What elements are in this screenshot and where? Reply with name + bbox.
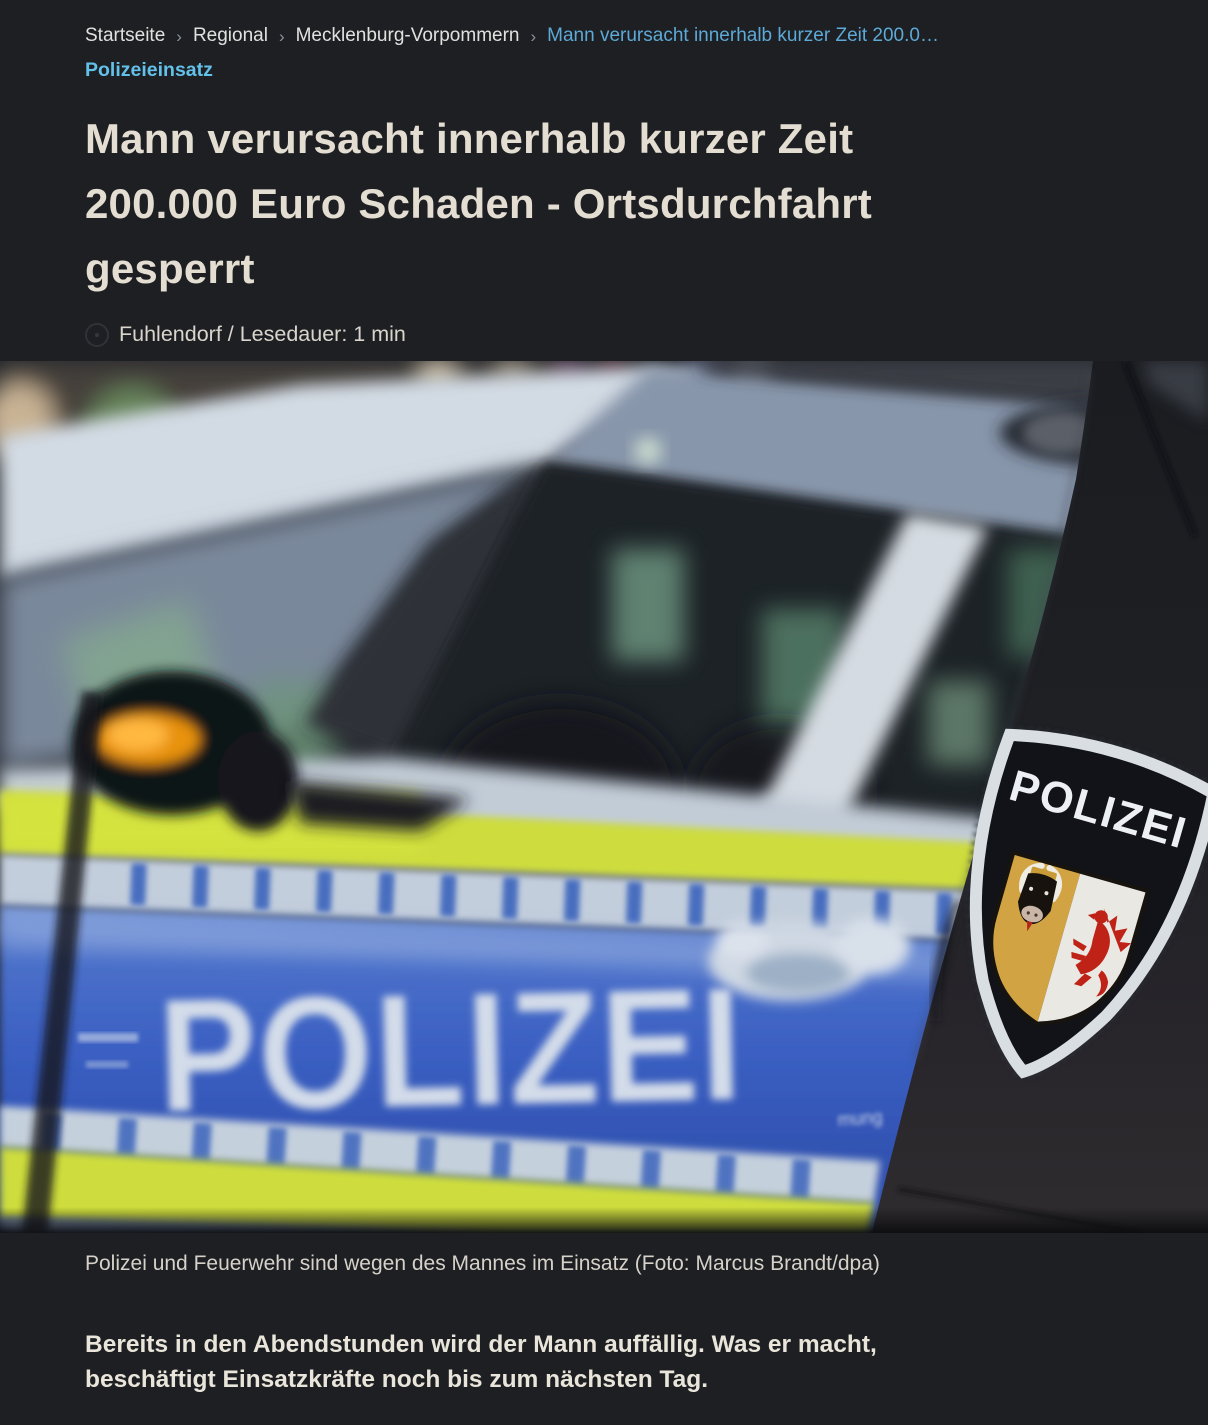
article-header bbox=[0, 0, 1208, 347]
breadcrumb bbox=[85, 0, 1120, 47]
patch-polizei-text: POLIZEI bbox=[1004, 761, 1196, 860]
byline-text: Fuhlendorf / Lesedauer: 1 min bbox=[119, 322, 406, 346]
lead-paragraph: Bereits in den Abendstunden wird der Mann auffällig. Was er macht, beschäftigt Einsatzkräfte noch bis zum nächsten Tag. bbox=[85, 1331, 877, 1393]
police-car-marking-text: POLIZEI bbox=[156, 952, 797, 1146]
category-link-polizeieinsatz[interactable]: Polizeieinsatz bbox=[85, 59, 213, 81]
photo-bottom-fade bbox=[0, 1207, 1208, 1233]
page-title: Mann verursacht innerhalb kurzer Zeit 200.000 Euro Schaden - Ortsdurchfahrt gesperrt bbox=[85, 115, 872, 292]
breadcrumb-item-startseite[interactable]: Startseite bbox=[85, 25, 166, 46]
photo-caption: Polizei und Feuerwehr sind wegen des Mannes im Einsatz (Foto: Marcus Brandt/dpa) bbox=[85, 1252, 880, 1275]
chevron-right-icon: › bbox=[530, 27, 537, 46]
hero-photo bbox=[0, 361, 1208, 1233]
breadcrumb-item-regional[interactable]: Regional bbox=[192, 25, 268, 46]
breadcrumb-item-current[interactable]: Mann verursacht innerhalb kurzer Zeit 200.0… bbox=[547, 25, 939, 46]
hero-figure bbox=[0, 361, 1208, 1233]
door-small-print: mung bbox=[836, 1106, 884, 1130]
breadcrumb-item-mecklenburg-vorpommern[interactable]: Mecklenburg-Vorpommern bbox=[295, 25, 520, 46]
chevron-right-icon: › bbox=[176, 27, 182, 46]
location-icon bbox=[85, 323, 109, 347]
chevron-right-icon: › bbox=[278, 27, 285, 46]
byline bbox=[85, 322, 1120, 347]
